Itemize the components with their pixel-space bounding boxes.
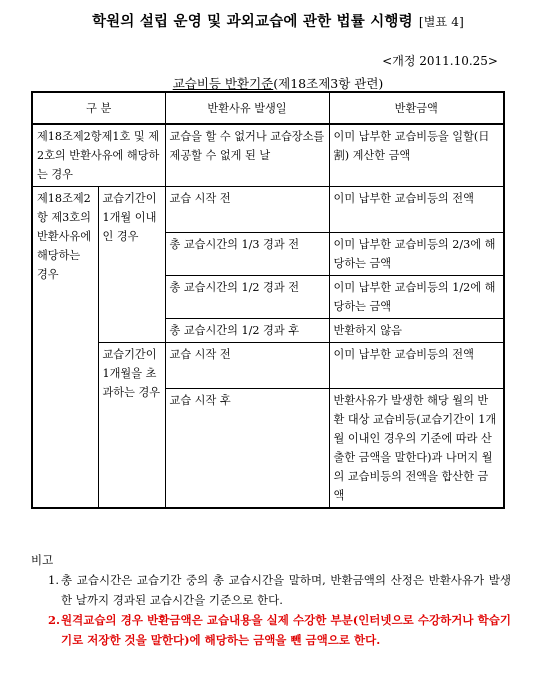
sub1-row2-amount: 이미 납부한 교습비등의 2/3에 해당하는 금액	[329, 233, 504, 276]
sub1-row3-amount: 이미 납부한 교습비등의 1/2에 해당하는 금액	[329, 276, 504, 319]
note-item	[31, 570, 511, 610]
sub1-row2-date: 총 교습시간의 1/3 경과 전	[165, 233, 329, 276]
table-header-row	[32, 92, 504, 124]
appendix-tag: [별표 4]	[418, 15, 465, 29]
sub2-row1-date: 교습 시작 전	[165, 343, 329, 389]
table-row	[32, 343, 504, 389]
header-date: 반환사유 발생일	[165, 92, 329, 124]
sub1-label: 교습기간이 1개월 이내인 경우	[98, 187, 165, 343]
group-category: 제18조제2항 제3호의 반환사유에 해당하는 경우	[32, 187, 98, 509]
title-text: 학원의 설립 운영 및 과외교습에 관한 법률 시행령	[91, 13, 413, 30]
sub1-row1-date: 교습 시작 전	[165, 187, 329, 233]
notes-heading: 비고	[31, 553, 54, 567]
header-category: 구 분	[32, 92, 165, 124]
subtitle-ref: (제18조제3항 관련)	[273, 76, 384, 91]
sub2-label: 교습기간이 1개월을 초과하는 경우	[98, 343, 165, 509]
note-number: 2.	[48, 613, 61, 627]
sub2-row1-amount: 이미 납부한 교습비등의 전액	[329, 343, 504, 389]
note-number: 1.	[48, 573, 59, 587]
note-text: 총 교습시간은 교습기간 중의 총 교습시간을 말하며, 반환금액의 산정은 반환사유가 발생한 날까지 경과된 교습시간을 기준으로 한다.	[61, 573, 511, 607]
note-item	[31, 610, 511, 650]
document-title	[0, 10, 556, 31]
revision-date: <개정 2011.10.25>	[382, 54, 498, 68]
sub1-row4-amount: 반환하지 않음	[329, 319, 504, 343]
row1-amount: 이미 납부한 교습비등을 일할(日割) 계산한 금액	[329, 124, 504, 187]
notes-section	[31, 550, 511, 650]
refund-criteria-table	[31, 91, 505, 509]
sub2-row2-date: 교습 시작 후	[165, 389, 329, 509]
sub1-row3-date: 총 교습시간의 1/2 경과 전	[165, 276, 329, 319]
header-amount: 반환금액	[329, 92, 504, 124]
sub1-row1-amount: 이미 납부한 교습비등의 전액	[329, 187, 504, 233]
row1-category: 제18조제2항제1호 및 제2호의 반환사유에 해당하는 경우	[32, 124, 165, 187]
sub2-row2-amount: 반환사유가 발생한 해당 월의 반환 대상 교습비등(교습기간이 1개월 이내인 경우의 기준에 따라 산출한 금액을 말한다)과 나머지 월의 교습비등의 전액을 합산한 금액	[329, 389, 504, 509]
subtitle-main: 교습비등 반환기준	[172, 76, 274, 91]
note-text: 원격교습의 경우 반환금액은 교습내용을 실제 수강한 부분(인터넷으로 수강하거나 학습기기로 저장한 것을 말한다)에 해당하는 금액을 뺀 금액으로 한다.	[61, 613, 511, 647]
notes-list	[31, 570, 511, 650]
sub1-row4-date: 총 교습시간의 1/2 경과 후	[165, 319, 329, 343]
row1-date: 교습을 할 수 없거나 교습장소를 제공할 수 없게 된 날	[165, 124, 329, 187]
table-subtitle	[0, 74, 556, 92]
table-row	[32, 187, 504, 233]
table-row	[32, 124, 504, 187]
